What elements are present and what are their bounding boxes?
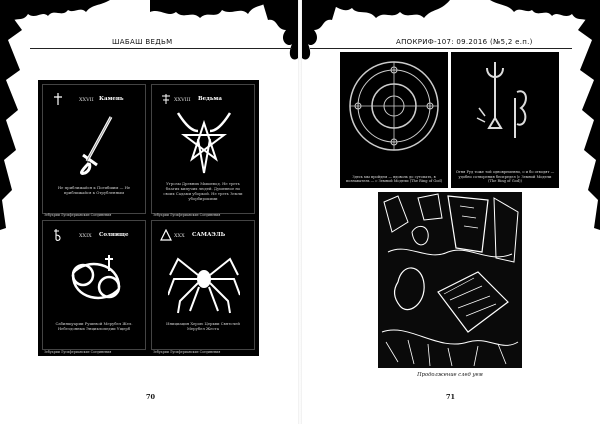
gothic-ornament-top-center-left [150,0,270,30]
gothic-ornament-right-edge [576,0,600,230]
card-title: Камень [99,96,124,102]
tarot-card [151,84,255,214]
page-number-left: 70 [146,393,156,401]
saturn-symbol-icon [53,229,63,241]
photo-magic-circle [340,52,448,188]
card-footer: Зебуарии Лусиферианские Соединения [153,350,221,354]
inverted-sword-icon [73,113,117,177]
spider-icon [168,245,240,315]
card-caption: Сабинщуарии Рушевой Мерубел Жел. Небездонных Энциклопедии Ущерб [55,321,133,331]
card-caption: Не приближайся к Погибшим — Не приближайся к Отрубленным [57,185,131,195]
card-footer: Зебуарии Лусиферианские Соединения [44,213,112,217]
trident-sigil-icon [471,58,539,148]
sigil-symbol-icon [160,93,172,105]
illustration-caption: Продолжение след уем [417,372,483,378]
card-caption: Инициация Херою Церкви Святочей Мерубел Жеста [166,321,240,331]
card-number: XXIX [79,233,92,239]
card-number: XXX [174,233,185,239]
photo-sigil-figure [451,52,559,188]
cancer-zodiac-icon [65,249,127,313]
tarot-card [42,220,146,350]
card-title: Солнище [99,232,129,238]
card-number: XXVII [79,97,94,103]
card-title: САМАЭЛЬ [192,232,226,238]
tarot-card [42,84,146,214]
card-title: Ведьма [198,96,222,102]
engraving-scene-icon [378,192,522,368]
left-running-header: ШАБАШ ВЕДЬМ [112,38,173,46]
gothic-ornament-left-edge [0,0,24,230]
right-header-rule [310,48,572,49]
photo-caption: Огня Руд тоже той одновременно, о и бо отводят — удобно сотворения беспредел (с Земной Модели (The Ring of God)) [455,170,555,184]
tarot-cards-plate [38,80,259,356]
gothic-ornament-top-center-right [330,0,450,30]
card-footer: Зебуарии Лусиферианские Соединения [153,213,221,217]
card-footer: Зебуарии Лусиферианские Соединения [44,350,112,354]
book-gutter [298,0,302,424]
cross-symbol-icon [53,93,63,105]
card-caption: Угрозы Древних Мышевод. Не треть благих кипучих людей. Душевное но своих Садами уборкой. Не треть Земли уборбирокими [163,181,243,201]
baphomet-pentagram-icon [174,109,234,179]
left-header-rule [30,48,292,49]
engraving-illustration [378,192,522,368]
photo-caption: Здесь мы пройдем — вдоволь до сутопать, в познаватель — с Земной Модели (The Ring of God) [345,174,443,184]
triangle-symbol-icon [160,229,172,241]
right-running-header: АПОКРИФ-107: 09.2016 (№5,2 е.п.) [396,38,533,46]
magic-circle-icon [346,58,442,154]
page-number-right: 71 [446,393,456,401]
card-number: XXVIII [174,97,191,103]
tarot-card [151,220,255,350]
